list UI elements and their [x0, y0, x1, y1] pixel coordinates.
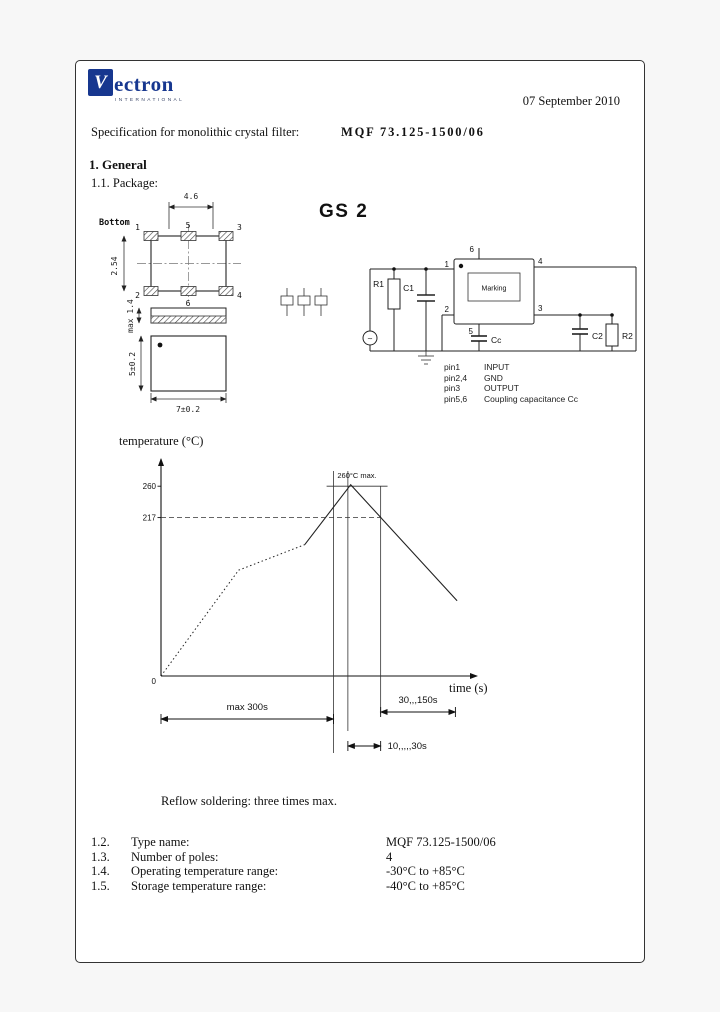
chart-annotations: [161, 695, 455, 752]
dim-pad-span-text: 4.6: [183, 192, 199, 201]
pin-id: pin1: [444, 362, 461, 372]
pin-desc: OUTPUT: [484, 383, 519, 393]
chart-y-ticks: [143, 482, 161, 686]
spec-value: -40°C to +85°C: [386, 879, 465, 894]
reflow-chart-svg: [111, 431, 511, 761]
pin-label-5: 5: [468, 327, 473, 336]
datasheet-page: [75, 60, 645, 963]
c1-label: C1: [403, 283, 414, 293]
marking-label: Marking: [481, 285, 507, 293]
junction-dot: [392, 267, 396, 271]
junction-dot: [610, 313, 614, 317]
chart-guide-lines: [334, 471, 381, 753]
pad-number: 2: [135, 291, 140, 300]
spec-row: [91, 835, 636, 850]
pin-label-6: 6: [469, 245, 474, 254]
y-tick-label: 260: [142, 482, 156, 492]
spec-num: 1.5.: [91, 879, 110, 894]
package-drawing-svg: [91, 186, 341, 416]
pin-desc: GND: [484, 372, 503, 383]
document-date: 07 September 2010: [522, 94, 620, 108]
pad-bottom-right: [219, 287, 233, 296]
reflow-note: Reflow soldering: three times max.: [161, 794, 338, 808]
chart-annotation-label: 30,,,150s: [398, 695, 438, 706]
mount-pad-symbol: [298, 288, 310, 316]
spec-value: 4: [386, 849, 393, 864]
mount-pad-symbols: [281, 288, 327, 316]
dim-height-text: max 1.4: [126, 299, 135, 333]
package-outline-view: [128, 336, 226, 414]
pin-id: pin5,6: [444, 393, 468, 404]
schematic-svg: [354, 239, 644, 374]
pin-table-row: [444, 394, 578, 405]
dim-body-length-text: 7±0.2: [175, 405, 201, 414]
r2-label: R2: [622, 331, 633, 341]
spec-row: [91, 879, 636, 894]
spec-label: Storage temperature range:: [131, 879, 267, 894]
pin-id: pin3: [444, 383, 461, 393]
pin-id: pin2,4: [444, 372, 468, 383]
package-side-view: [126, 299, 226, 333]
logo-name-text: ectron: [114, 72, 174, 96]
spec-label: Specification for monolithic crystal filter:: [91, 125, 300, 139]
spec-num: 1.2.: [91, 835, 110, 849]
bottom-view-label: Bottom: [99, 218, 130, 228]
pin1-dot: [459, 264, 463, 268]
pin-label-1: 1: [444, 260, 449, 269]
pin-desc: INPUT: [484, 362, 510, 372]
package-bottom-view: [135, 221, 242, 308]
part-number: MQF 73.125-1500/06: [341, 125, 485, 139]
section-package-heading: 1.1. Package:: [91, 176, 158, 190]
spec-row: [91, 850, 636, 865]
spec-header-line: [91, 125, 636, 140]
spec-row: [91, 864, 636, 879]
pad-top-right: [219, 232, 233, 241]
y-tick-label: 217: [142, 513, 156, 523]
dim-pad-pitch: [110, 236, 124, 291]
chart-annotation-label: 10,,,,,30s: [387, 741, 427, 752]
pad-number: 4: [237, 291, 242, 300]
pad-number: 6: [185, 299, 191, 308]
pin-table-row: [444, 383, 578, 394]
mount-pad-symbol: [315, 288, 327, 316]
pin-label-4: 4: [538, 257, 543, 266]
resistor-r1: [388, 279, 400, 309]
pad-top-center: [181, 232, 196, 241]
spec-label: Number of poles:: [131, 849, 219, 864]
pin-table-row: [444, 373, 578, 384]
pin1-marker-dot: [158, 343, 163, 348]
x-axis-title: time (s): [449, 681, 488, 695]
dim-body-width-text: 5±0.2: [128, 351, 137, 377]
spec-num: 1.3.: [91, 849, 110, 864]
dim-pad-span: [169, 192, 213, 229]
chart-annotation-label: max 300s: [226, 702, 268, 713]
ground-symbol: [418, 351, 434, 364]
pin-label-2: 2: [444, 305, 449, 314]
ac-source-tilde: ~: [367, 333, 373, 344]
pad-bottom-center: [181, 287, 196, 296]
cc-label: Cc: [491, 335, 502, 345]
spec-value: MQF 73.125-1500/06: [386, 835, 496, 849]
logo-v-mark: V: [88, 69, 113, 96]
junction-dot: [578, 313, 582, 317]
package-type-label: GS 2: [319, 201, 369, 222]
pad-number: 5: [185, 221, 191, 230]
pin-table-row: [444, 362, 578, 373]
logo-tagline: INTERNATIONAL: [115, 98, 185, 103]
c2-label: C2: [592, 331, 603, 341]
r1-label: R1: [373, 279, 384, 289]
junction-dot: [424, 267, 428, 271]
pin-label-3: 3: [538, 304, 543, 313]
spec-num: 1.4.: [91, 864, 110, 879]
section-general-heading: 1. General: [89, 157, 147, 172]
pin-desc: Coupling capacitance Cc: [484, 393, 579, 404]
pad-top-left: [144, 232, 158, 241]
y-tick-label: 0: [151, 677, 156, 686]
pin-table: [444, 362, 578, 404]
pad-number: 1: [135, 223, 140, 232]
logo-wordmark: [88, 69, 258, 96]
pad-bottom-left: [144, 287, 158, 296]
chart-series-0: [161, 545, 305, 676]
y-axis-title: temperature (°C): [119, 434, 204, 448]
spec-label: Type name:: [131, 835, 190, 849]
peak-max-label: 260°C max.: [337, 471, 377, 480]
spec-value: -30°C to +85°C: [386, 864, 465, 879]
spec-list: [91, 835, 636, 894]
pad-number: 3: [237, 223, 242, 232]
vectron-logo: [88, 69, 258, 103]
dim-pad-pitch-text: 2.54: [110, 256, 119, 276]
resistor-r2: [606, 324, 618, 346]
mount-pad-symbol: [281, 288, 293, 316]
spec-label: Operating temperature range:: [131, 864, 279, 879]
